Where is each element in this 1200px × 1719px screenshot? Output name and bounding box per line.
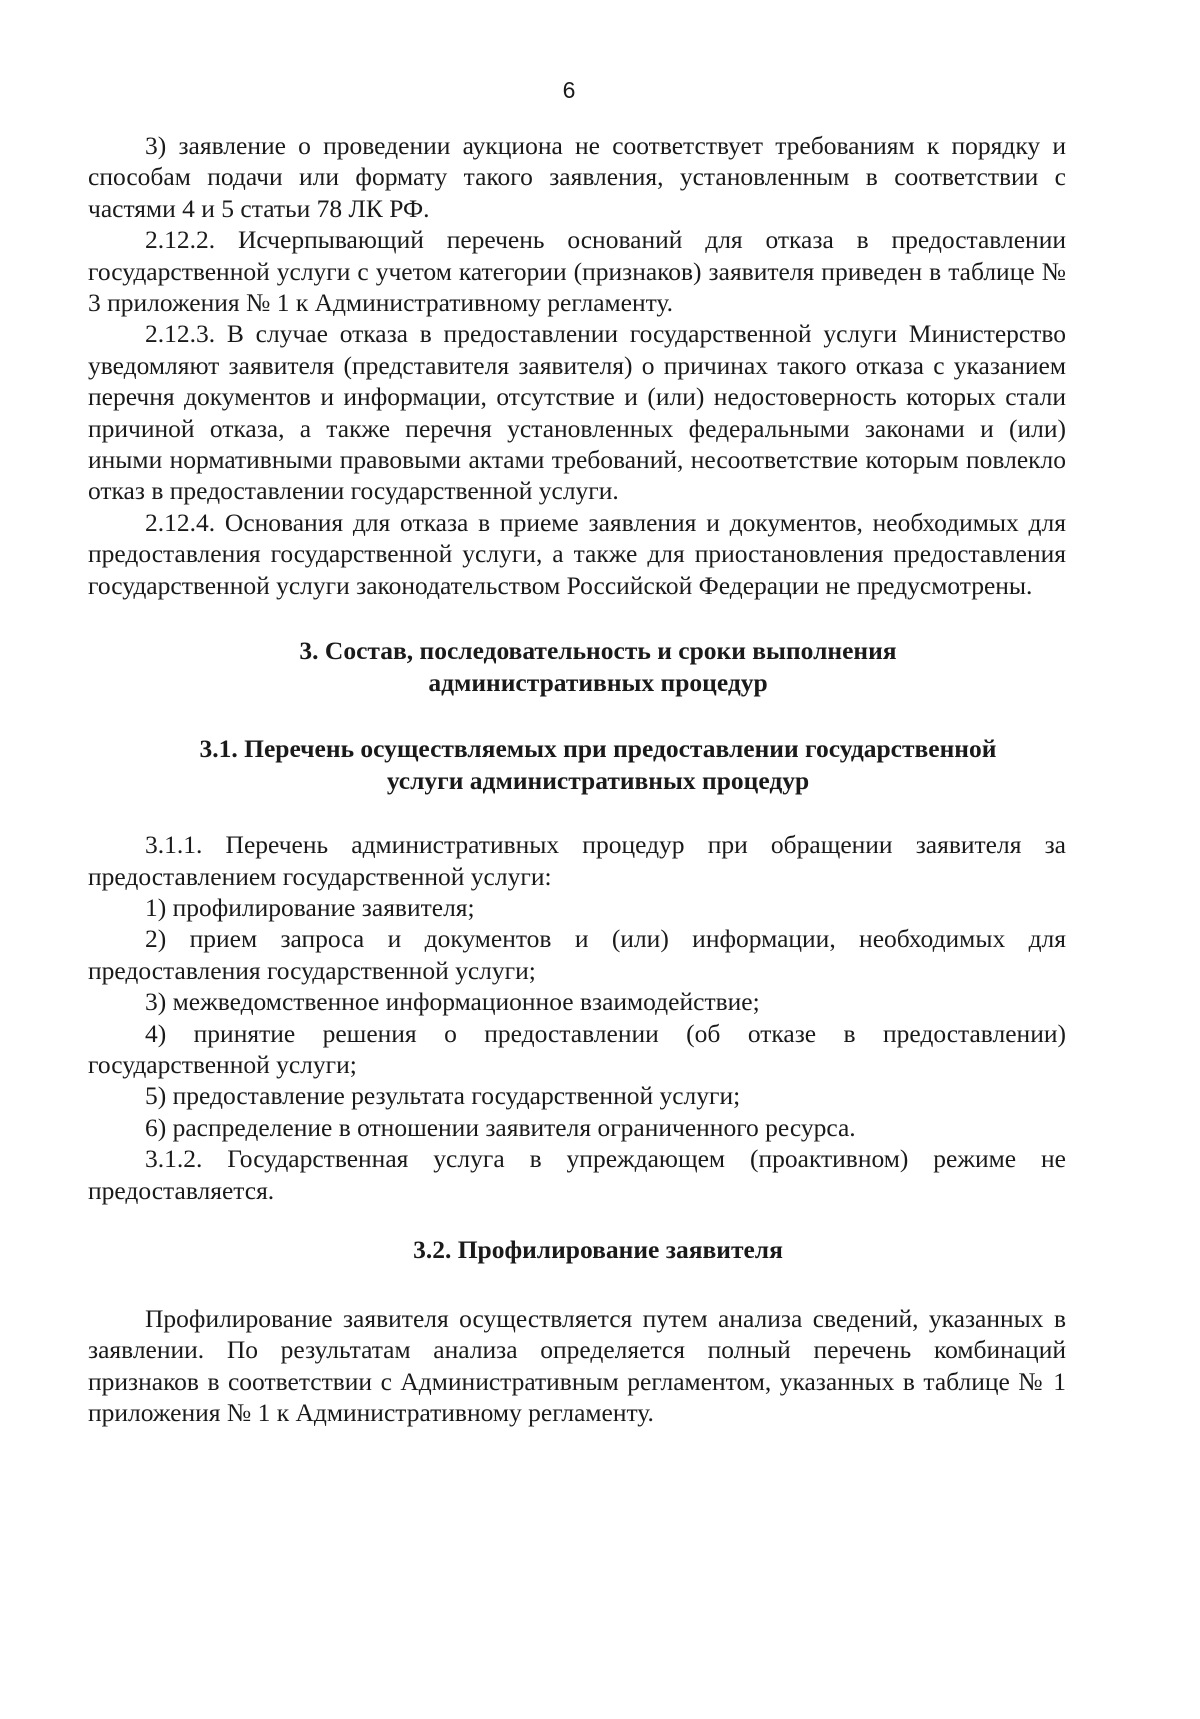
list-item-3: 3) межведомственное информационное взаимодействие;	[145, 987, 760, 1017]
list-item-2: 2) прием запроса и документов и (или) информации, необходимых для предоставления государственной услуги;	[88, 924, 1066, 985]
section-3-1-heading	[88, 733, 1066, 797]
section-3-heading-line2: административных процедур	[428, 668, 768, 698]
paragraph-2-12-3: 2.12.3. В случае отказа в предоставлении государственной услуги Министерство уведомляют заявителя (представителя заявителя) о причинах такого отказа с указанием перечня документов и информации, отсутствие и (или) недостоверность которых стали причиной отказа, а также перечня установленных федеральными законами и (или) иными нормативными правовыми актами требований, несоответствие которым повлекло отказ в предоставлении государственной услуги.	[88, 319, 1066, 506]
paragraph-2-12-2: 2.12.2. Исчерпывающий перечень оснований для отказа в предоставлении государственной услуги с учетом категории (признаков) заявителя приведен в таблице № 3 приложения № 1 к Административному регламенту.	[88, 225, 1066, 318]
list-item-5: 5) предоставление результата государственной услуги;	[145, 1081, 741, 1111]
paragraph-profiling: Профилирование заявителя осуществляется путем анализа сведений, указанных в заявлении. По результатам анализа определяется полный перечень комбинаций признаков в соответствии с Административным регламентом, указанных в таблице № 1 приложения № 1 к Административному регламенту.	[88, 1303, 1066, 1428]
paragraph-item-3: 3) заявление о проведении аукциона не соответствует требованиям к порядку и способам подачи или формату такого заявления, установленным в соответствии с частями 4 и 5 статьи 78 ЛК РФ.	[88, 131, 1066, 223]
list-item-1: 1) профилирование заявителя;	[145, 892, 475, 922]
section-3-2-heading: 3.2. Профилирование заявителя	[413, 1234, 783, 1264]
section-3-heading-line1: 3. Состав, последовательность и сроки выполнения	[299, 636, 897, 666]
section-3-heading	[88, 635, 1066, 699]
paragraph-2-12-4: 2.12.4. Основания для отказа в приеме заявления и документов, необходимых для предоставления государственной услуги, а также для приостановления предоставления государственной услуги законодательством Российской Федерации не предусмотрены.	[88, 507, 1066, 600]
paragraph-3-1-1: 3.1.1. Перечень административных процедур при обращении заявителя за предоставлением государственной услуги:	[88, 830, 1066, 891]
paragraph-3-1-2: 3.1.2. Государственная услуга в упреждающем (проактивном) режиме не предоставляется.	[88, 1144, 1066, 1205]
section-3-1-heading-line2: услуги административных процедур	[386, 766, 810, 796]
document-body	[88, 130, 1066, 1429]
section-3-1-heading-line1: 3.1. Перечень осуществляемых при предоставлении государственной	[199, 734, 997, 764]
list-item-6: 6) распределение в отношении заявителя ограниченного ресурса.	[145, 1112, 856, 1142]
list-item-4: 4) принятие решения о предоставлении (об отказе в предоставлении) государственной услуги;	[88, 1018, 1066, 1079]
page-number: 6	[562, 77, 576, 103]
